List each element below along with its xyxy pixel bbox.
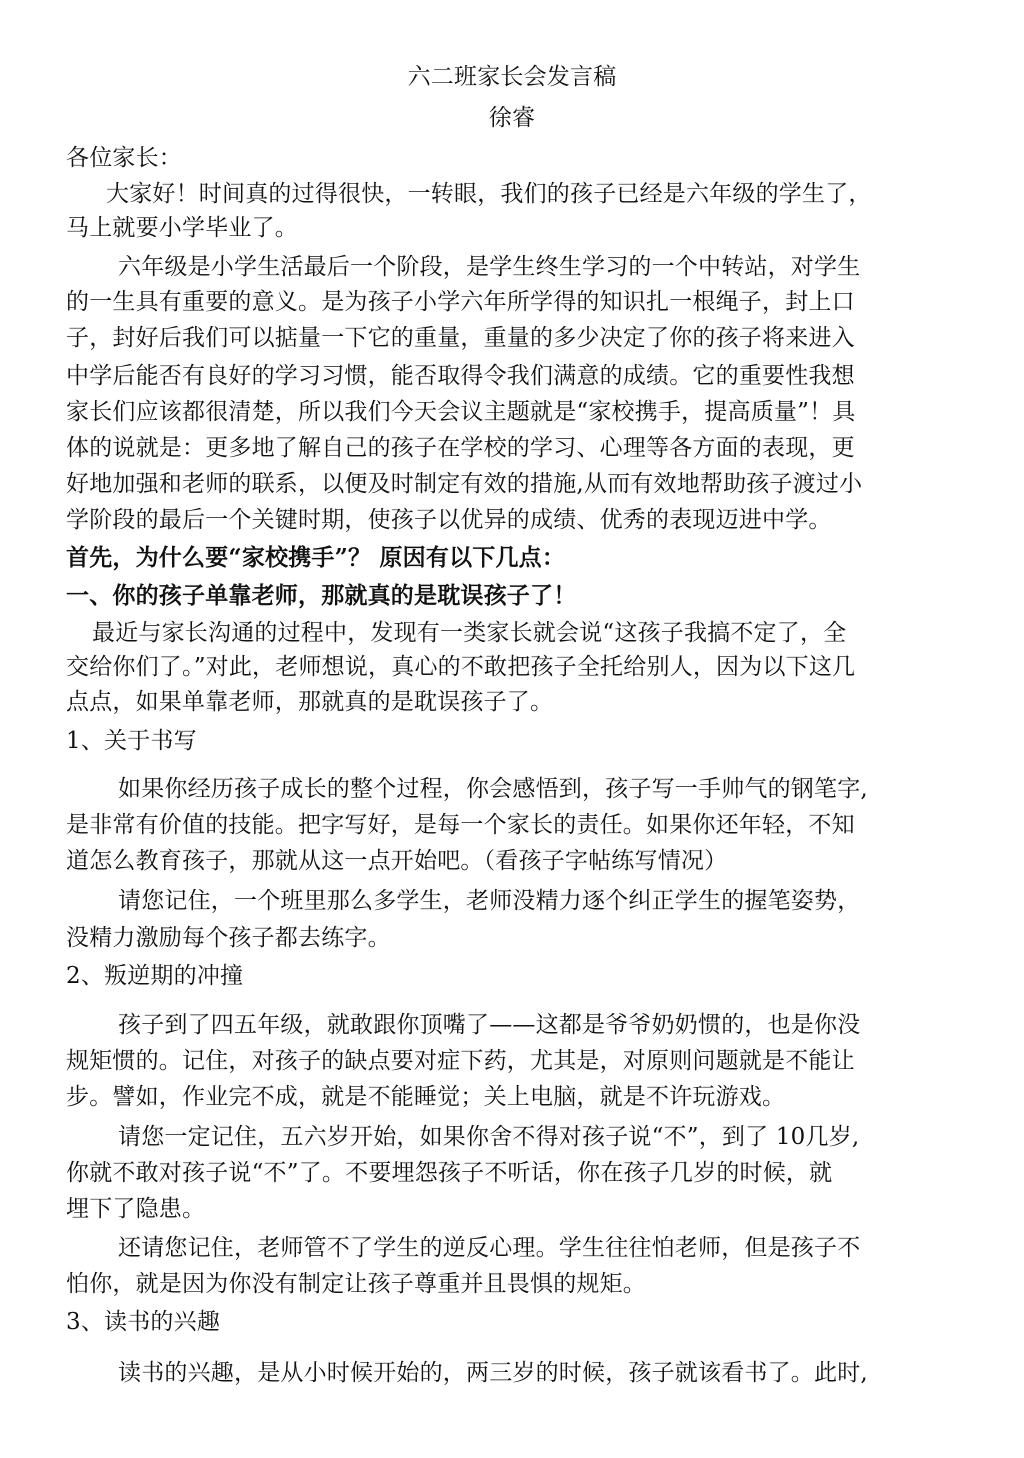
text-line: 埋下了隐患。 (66, 1196, 206, 1222)
text-line: 学阶段的最后一个关键时期，使孩子以优异的成绩、优秀的表现迈进中学。 (66, 507, 832, 533)
text-line: 如果你经历孩子成长的整个过程，你会感悟到，孩子写一手帅气的钢笔字, (118, 776, 868, 802)
text-line: 体的说就是：更多地了解自己的孩子在学校的学习、心理等各方面的表现，更 (66, 435, 855, 461)
text-line: 六年级是小学生活最后一个阶段，是学生终生学习的一个中转站，对学生 (118, 254, 861, 280)
text-line: 交给你们了。”对此，老师想说，真心的不敢把孩子全托给别人，因为以下这几 (66, 654, 856, 680)
text-line: 大家好！时间真的过得很快，一转眼，我们的孩子已经是六年级的学生了， (106, 181, 872, 207)
text-line: 步。譬如，作业完不成，就是不能睡觉；关上电脑，就是不许玩游戏。 (66, 1084, 786, 1110)
text-line: 没精力激励每个孩子都去练字。 (66, 925, 391, 951)
text-line: 最近与家长沟通的过程中，发现有一类家长就会说“这孩子我搞不定了，全 (92, 620, 847, 646)
text-line: 马上就要小学毕业了。 (66, 215, 298, 241)
text-line: 怕你，就是因为你没有制定让孩子尊重并且畏惧的规矩。 (66, 1271, 646, 1297)
text-line: 还请您记住，老师管不了学生的逆反心理。学生往往怕老师，但是孩子不 (118, 1235, 861, 1261)
text-line: 道怎么教育孩子，那就从这一点开始吧。（看孩子字帖练写情况） (66, 848, 728, 874)
subsection-heading: 3、读书的兴趣 (66, 1309, 221, 1335)
text-line: 规矩惯的。记住，对孩子的缺点要对症下药，尤其是，对原则问题就是不能让 (66, 1048, 855, 1074)
section-heading: 首先，为什么要“家校携手”？ 原因有以下几点： (66, 544, 566, 571)
text-line: 请您记住，一个班里那么多学生，老师没精力逐个纠正学生的握笔姿势， (118, 888, 861, 914)
text-line: 你就不敢对孩子说“不”了。不要埋怨孩子不听话，你在孩子几岁的时候，就 (66, 1160, 833, 1186)
text-line: 家长们应该都很清楚，所以我们今天会议主题就是“家校携手，提高质量”！具 (66, 399, 856, 425)
section-heading: 一、你的孩子单靠老师，那就真的是耽误孩子了！ (66, 582, 577, 609)
text-line: 中学后能否有良好的学习习惯，能否取得令我们满意的成绩。它的重要性我想 (66, 363, 855, 389)
document-title: 六二班家长会发言稿 (407, 64, 617, 90)
subsection-heading: 2、叛逆期的冲撞 (66, 963, 244, 989)
text-line: 孩子到了四五年级，就敢跟你顶嘴了——这都是爷爷奶奶惯的，也是你没 (118, 1012, 861, 1038)
text-line: 是非常有价值的技能。把字写好，是每一个家长的责任。如果你还年轻，不知 (66, 812, 855, 838)
text-line: 读书的兴趣，是从小时候开始的，两三岁的时候，孩子就该看书了。此时, (118, 1360, 868, 1386)
text-line: 请您一定记住，五六岁开始，如果你舍不得对孩子说“不”，到了 10几岁, (118, 1124, 860, 1150)
subsection-heading: 1、关于书写 (66, 728, 197, 754)
text-line: 的一生具有重要的意义。是为孩子小学六年所学得的知识扎一根绳子，封上口 (66, 289, 855, 315)
text-line: 子，封好后我们可以掂量一下它的重量，重量的多少决定了你的孩子将来进入 (66, 325, 855, 351)
document-author: 徐睿 (488, 105, 536, 131)
text-line: 点点，如果单靠老师，那就真的是耽误孩子了。 (66, 689, 554, 715)
salutation-line: 各位家长： (66, 145, 182, 171)
text-line: 好地加强和老师的联系，以便及时制定有效的措施,从而有效地帮助孩子渡过小 (66, 471, 863, 497)
